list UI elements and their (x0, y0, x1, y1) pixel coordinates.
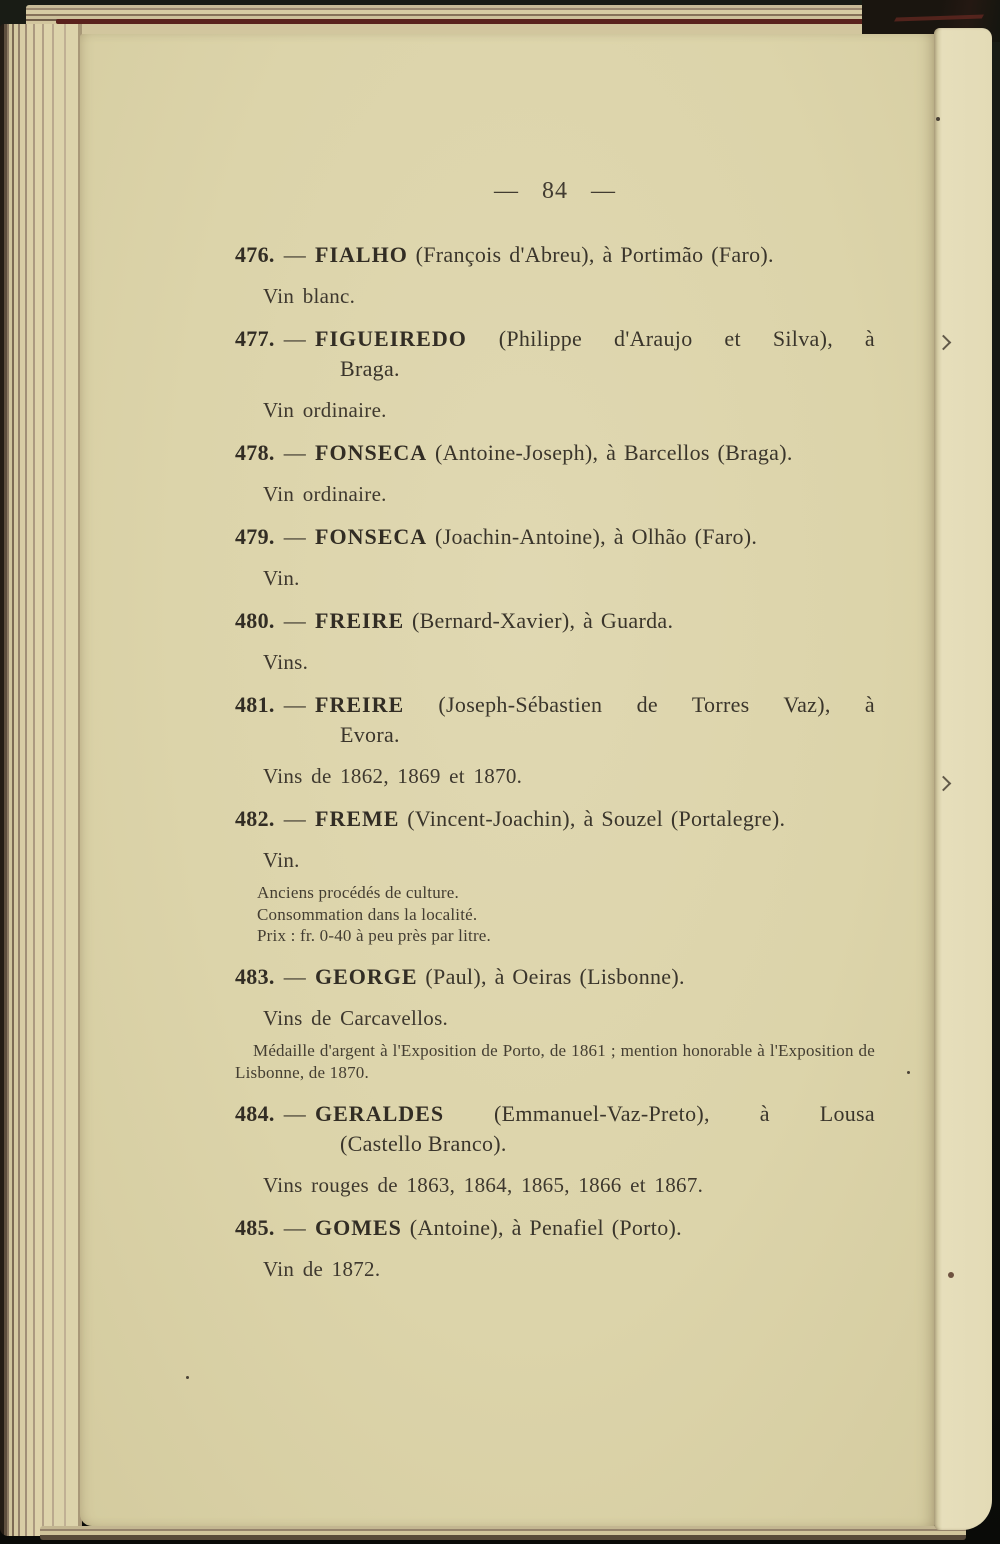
left-page-edge-stack (0, 24, 82, 1536)
scan-speck (936, 117, 940, 121)
producer-name: FIGUEIREDO (315, 326, 467, 351)
product-line: Vins. (263, 650, 309, 674)
entry-separator: — (283, 806, 307, 831)
entry-heading (235, 324, 875, 354)
producer-name: FREIRE (315, 608, 405, 633)
entry-heading (235, 240, 875, 270)
product-line: Vins de Carcavellos. (263, 1005, 449, 1030)
entry-heading (235, 522, 875, 552)
scan-speck (948, 1272, 954, 1278)
entry-separator: — (283, 692, 307, 717)
entry-separator: — (283, 1100, 307, 1126)
producer-name: FREIRE (315, 692, 405, 717)
producer-name: GOMES (315, 1214, 402, 1240)
producer-name: GERALDES (315, 1100, 445, 1126)
entry-number: 479. (235, 524, 275, 549)
entry-heading (235, 962, 875, 992)
product-line: Vin. (263, 848, 300, 872)
page-header (235, 176, 875, 206)
award-note: Médaille d'argent à l'Exposition de Porto, de 1861 ; mention honorable à l'Exposition de Lisbonne, de 1870. (235, 1040, 875, 1082)
entry-separator: — (283, 524, 307, 549)
entry-detail: (Emmanuel-Vaz-Preto), à Lousa (493, 1100, 875, 1126)
entry-separator: — (283, 440, 307, 465)
page-number: — 84 — (494, 178, 616, 204)
entry-heading (235, 606, 875, 636)
entry-heading (235, 1099, 875, 1129)
entry-number: 477. (235, 326, 275, 351)
catalog-entry (235, 240, 875, 309)
entry-detail: (Joseph-Sébastien de Torres Vaz), à (438, 692, 875, 717)
catalog-entry (235, 324, 875, 423)
entry-heading (235, 804, 875, 834)
catalog-entry (235, 1213, 875, 1282)
entry-heading (235, 1213, 875, 1243)
catalog-entry (235, 606, 875, 675)
catalog-entry (235, 690, 875, 789)
entry-detail: (Paul), à Oeiras (Lisbonne). (425, 963, 685, 989)
bottom-page-edges (40, 1526, 966, 1540)
entry-number: 485. (235, 1214, 275, 1240)
top-maroon-edge (56, 19, 876, 24)
top-page-edges (26, 5, 988, 37)
product-line: Vin blanc. (263, 284, 356, 308)
producer-name: FONSECA (315, 524, 428, 549)
note-line: Prix : fr. 0-40 à peu près par litre. (257, 926, 492, 945)
product-line: Vin ordinaire. (263, 398, 387, 422)
scan-speck (907, 1071, 910, 1074)
entry-separator: — (283, 326, 307, 351)
entry-detail: (Philippe d'Araujo et Silva), à (498, 326, 875, 351)
entry-detail: (Bernard-Xavier), à Guarda. (411, 608, 674, 633)
entry-separator: — (283, 242, 307, 267)
entry-detail-continued: Evora. (340, 722, 400, 747)
entry-heading (235, 438, 875, 468)
entry-detail: (Antoine-Joseph), à Barcellos (Braga). (434, 440, 793, 465)
entry-number: 484. (235, 1100, 275, 1126)
entry-notes (257, 882, 875, 947)
entry-number: 483. (235, 963, 275, 989)
entry-separator: — (283, 1214, 307, 1240)
entry-number: 478. (235, 440, 275, 465)
producer-name: FREME (315, 806, 400, 831)
entry-detail: (Vincent-Joachin), à Souzel (Portalegre). (407, 806, 786, 831)
producer-name: FONSECA (315, 440, 428, 465)
catalog-entry (235, 962, 875, 1084)
product-line: Vins rouges de 1863, 1864, 1865, 1866 et 1867. (263, 1172, 704, 1197)
entry-separator: — (283, 963, 307, 989)
entry-number: 481. (235, 692, 275, 717)
note-line: Anciens procédés de culture. (257, 883, 459, 902)
page-content (235, 176, 875, 1282)
note-line: Consommation dans la localité. (257, 904, 478, 924)
entry-heading (235, 690, 875, 720)
entry-detail: (Joachin-Antoine), à Olhão (Faro). (434, 524, 758, 549)
page-corner-streak (894, 15, 984, 22)
entry-number: 482. (235, 806, 275, 831)
catalog-entry (235, 522, 875, 591)
scan-speck (186, 1376, 189, 1379)
catalog-entry (235, 1099, 875, 1198)
entry-detail: (Antoine), à Penafiel (Porto). (409, 1214, 682, 1240)
catalog-entry (235, 438, 875, 507)
entry-detail: (François d'Abreu), à Portimão (Faro). (415, 242, 774, 267)
catalog-entry (235, 804, 875, 947)
producer-name: FIALHO (315, 242, 408, 267)
product-line: Vin. (263, 566, 300, 590)
entry-detail-continued: (Castello Branco). (340, 1130, 507, 1156)
producer-name: GEORGE (315, 963, 418, 989)
entry-separator: — (283, 608, 307, 633)
product-line: Vins de 1862, 1869 et 1870. (263, 764, 523, 788)
product-line: Vin de 1872. (263, 1256, 381, 1281)
entry-detail-continued: Braga. (340, 356, 400, 381)
entry-number: 476. (235, 242, 275, 267)
product-line: Vin ordinaire. (263, 482, 387, 506)
entry-number: 480. (235, 608, 275, 633)
